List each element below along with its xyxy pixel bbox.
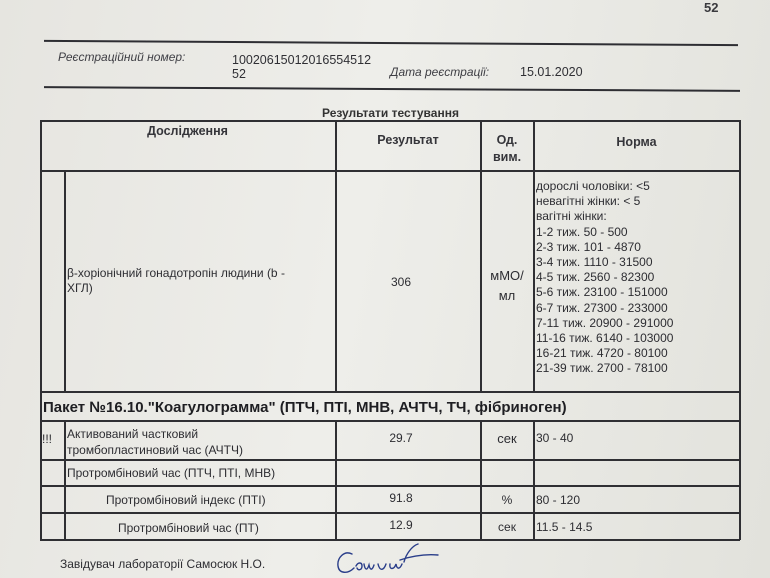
hcg-unit: [481, 266, 533, 306]
table-right-border: [739, 120, 741, 540]
hcg-norm-line: 21-39 тиж. 2700 - 78100: [536, 361, 668, 376]
pti-norm: 80 - 120: [536, 493, 581, 507]
table-top-border: [40, 120, 740, 122]
pti-unit: %: [501, 493, 513, 507]
hcg-norm-line: 11-16 тиж. 6140 - 103000: [536, 331, 674, 346]
header-unit: [481, 132, 533, 166]
header-unit-line2: вим.: [492, 150, 522, 164]
hcg-result: 306: [390, 275, 412, 289]
hcg-norm-line: 5-6 тиж. 23100 - 151000: [536, 285, 668, 300]
norm-column-divider-lower: [533, 420, 535, 540]
header-bottom-border: [40, 170, 740, 172]
registration-date-label: Дата реєстрації:: [390, 65, 490, 79]
hcg-test-name: [67, 266, 332, 296]
registration-number-value: 10020615012016554512: [232, 53, 372, 67]
results-table: [40, 120, 740, 545]
package-title: Пакет №16.10."Коагулограмма" (ПТЧ, ПТІ, МНВ, АЧТЧ, ТЧ, фібриноген): [43, 399, 567, 416]
flag-column-divider-lower: [64, 420, 66, 540]
registration-rule: [44, 86, 740, 92]
header-result: Результат: [377, 133, 439, 147]
pt-group-test-name: Протромбіновий час (ПТЧ, ПТІ, МНВ): [67, 466, 276, 480]
registration-number-label: Реєстраційний номер:: [58, 50, 186, 64]
header-norm: Норма: [616, 135, 657, 149]
aptt-unit: сек: [497, 431, 517, 446]
aptt-norm: 30 - 40: [536, 431, 574, 445]
signature-graphic: [334, 540, 444, 578]
hcg-norm-line: 16-21 тиж. 4720 - 80100: [536, 346, 668, 361]
flag-column-divider: [64, 170, 66, 392]
hcg-norm-line: вагітні жінки:: [536, 209, 607, 224]
hcg-norm-line: 4-5 тиж. 2560 - 82300: [536, 270, 655, 285]
page-number: 52: [704, 0, 719, 15]
top-rule: [44, 40, 738, 46]
registration-date-value: 15.01.2020: [520, 65, 583, 79]
hcg-norm-line: 2-3 тиж. 101 - 4870: [536, 239, 641, 254]
hcg-bottom-border: [40, 391, 740, 393]
pt-unit: сек: [498, 520, 516, 534]
package-bottom-border: [40, 420, 740, 422]
hcg-test-name-line1: β-хоріонічний гонадотропін людини (b -: [67, 266, 285, 280]
row2-bottom-border: [40, 485, 740, 487]
hcg-norm-line: 1-2 тиж. 50 - 500: [536, 224, 628, 239]
hcg-norm-list: [536, 179, 736, 377]
table-left-border: [40, 120, 42, 540]
aptt-test-name-line1: Активований частковий: [67, 427, 199, 441]
head-of-lab: Завідувач лабораторії Самосюк Н.О.: [60, 557, 266, 571]
pt-norm: 11.5 - 14.5: [536, 520, 593, 534]
result-column-divider: [335, 120, 337, 392]
pt-result: 12.9: [389, 518, 413, 532]
header-unit-line1: Од.: [496, 133, 518, 147]
hcg-unit-line1: мМО/: [490, 268, 524, 283]
norm-column-divider: [533, 120, 535, 392]
hcg-norm-line: дорослі чоловіки: <5: [536, 179, 650, 193]
row3-bottom-border: [40, 512, 740, 514]
hcg-test-name-line2: ХГЛ): [67, 281, 93, 295]
aptt-result: 29.7: [389, 431, 413, 445]
handwritten-signature: [334, 540, 444, 578]
registration-number-suffix: 52: [232, 67, 246, 81]
row1-bottom-border: [40, 459, 740, 461]
hcg-norm-line: 3-4 тиж. 1110 - 31500: [536, 255, 653, 270]
hcg-norm-line: 7-11 тиж. 20900 - 291000: [536, 315, 674, 330]
pti-result: 91.8: [389, 491, 413, 505]
aptt-test-name: [67, 426, 332, 458]
hcg-norm-line: 6-7 тиж. 27300 - 233000: [536, 300, 668, 315]
hcg-unit-line2: мл: [498, 288, 516, 303]
hcg-norm-line: невагітні жінки: < 5: [536, 194, 641, 209]
pt-test-name: Протромбіновий час (ПТ): [118, 521, 259, 535]
header-study: Дослідження: [147, 124, 228, 138]
aptt-test-name-line2: тромбопластиновий час (АЧТЧ): [67, 443, 243, 457]
pti-test-name: Протромбіновий індекс (ПТІ): [106, 493, 266, 507]
results-title: Результати тестування: [322, 106, 459, 120]
aptt-flag: !!!: [42, 432, 53, 446]
